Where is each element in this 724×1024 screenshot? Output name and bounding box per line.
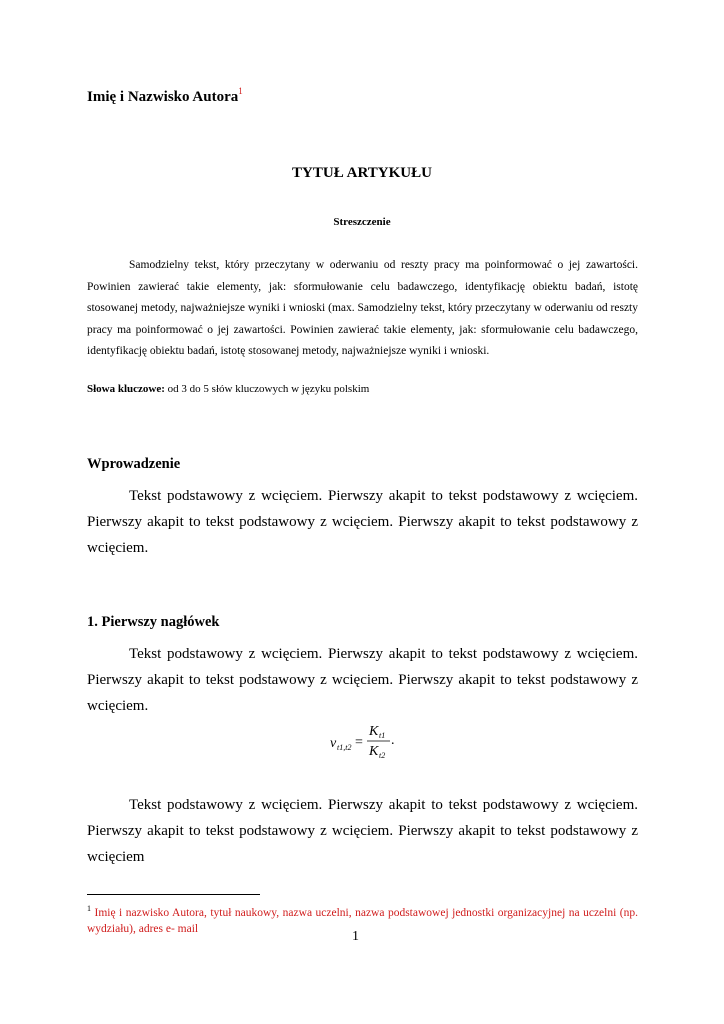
footnote-text: Imię i nazwisko Autora, tytuł naukowy, nazwa uczelni, nazwa podstawowej jednostki organizacyjnej na uczelni (np. wydziału), adres e- mail	[87, 907, 638, 935]
intro-paragraph: Tekst podstawowy z wcięciem. Pierwszy akapit to tekst podstawowy z wcięciem. Pierwszy akapit to tekst podstawowy z wcięciem. Pierwszy akapit to tekst podstawowy z wcięciem.	[87, 488, 638, 556]
abstract-text: Samodzielny tekst, który przeczytany w oderwaniu od reszty pracy ma poinformować o jej zawartości. Powinien zawierać takie elementy, jak: sformułowanie celu badawczego, identyfikację obiektu badań, istotę stosowanej metody, najważniejsze wyniki i wnioski (max. Samodzielny tekst, który przeczytany w oderwaniu od reszty pracy ma poinformować o jej zawartości. Powinien zawierać takie elementy, jak: sformułowanie celu badawczego, identyfikację obiektu badań, istotę stosowanej metody, najważniejsze wyniki i wnioski.	[87, 259, 638, 357]
section-heading-intro: Wprowadzenie	[87, 456, 181, 472]
formula-numerator-sub: t1	[379, 731, 386, 740]
formula-equals: =	[355, 735, 363, 750]
keywords-line	[87, 383, 369, 395]
footnote	[87, 901, 638, 937]
first-section-paragraph-1: Tekst podstawowy z wcięciem. Pierwszy akapit to tekst podstawowy z wcięciem. Pierwszy akapit to tekst podstawowy z wcięciem. Pierwszy akapit to tekst podstawowy z wcięciem.	[87, 646, 638, 714]
section-heading-first: 1. Pierwszy nagłówek	[87, 614, 220, 630]
author-name-text: Imię i Nazwisko Autora	[87, 89, 239, 105]
formula-denominator-var: K	[369, 744, 379, 759]
formula-numerator-var: K	[369, 724, 379, 739]
formula-lhs-sub: t1,t2	[337, 743, 352, 752]
formula-trailing-dot: .	[391, 733, 395, 748]
article-title: TYTUŁ ARTYKUŁU	[292, 165, 432, 181]
formula-denominator-sub: t2	[379, 751, 386, 760]
footnote-separator	[87, 894, 260, 895]
formula-lhs-var: v	[330, 736, 337, 751]
formula	[330, 720, 410, 770]
keywords-text: od 3 do 5 słów kluczowych w języku polskim	[164, 383, 370, 395]
author-footnote-ref[interactable]: 1	[238, 86, 243, 96]
keywords-label: Słowa kluczowe:	[87, 383, 165, 395]
page-number: 1	[352, 929, 359, 944]
author-name	[87, 86, 243, 106]
first-section-paragraph-2: Tekst podstawowy z wcięciem. Pierwszy akapit to tekst podstawowy z wcięciem. Pierwszy akapit to tekst podstawowy z wcięciem. Pierwszy akapit to tekst podstawowy z wcięciem	[87, 797, 638, 865]
abstract-heading: Streszczenie	[333, 216, 391, 228]
footnote-marker: 1	[87, 904, 91, 913]
